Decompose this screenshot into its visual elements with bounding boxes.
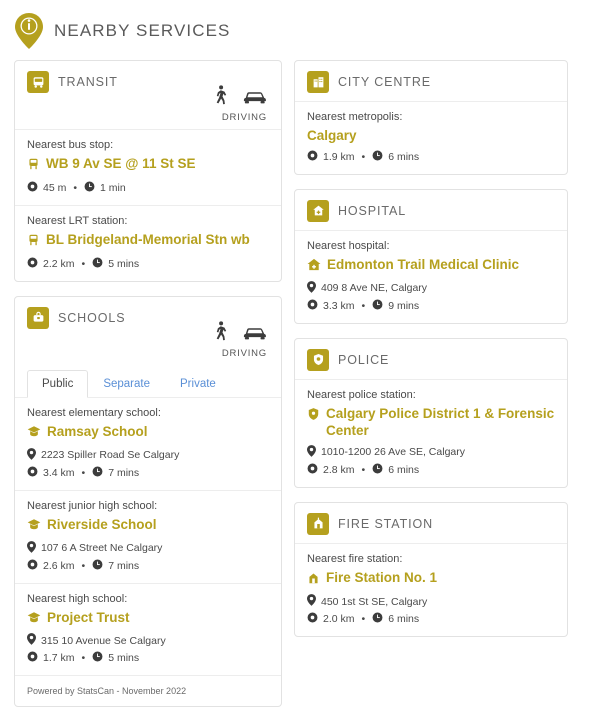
school-junior-address-row [27, 541, 269, 556]
hospital-name: Edmonton Trail Medical Clinic [327, 256, 520, 272]
school-junior-section [15, 490, 281, 583]
metric-separator: • [361, 613, 366, 626]
page-header [0, 0, 600, 60]
school-high-name-row[interactable] [27, 610, 269, 629]
tab-private[interactable]: Private [180, 377, 216, 390]
time-icon [92, 651, 103, 665]
graduation-cap-icon [27, 611, 41, 629]
graduation-cap-icon [27, 518, 41, 536]
transit-bus-section [15, 130, 281, 205]
transit-bus-label: Nearest bus stop: [27, 139, 114, 151]
location-marker-icon [27, 633, 36, 648]
hospital-card-title: HOSPITAL [338, 203, 407, 218]
police-metrics [307, 463, 555, 477]
schools-card-title: SCHOOLS [58, 310, 126, 325]
police-section [295, 380, 567, 487]
distance-icon [307, 299, 318, 313]
city-centre-section [295, 102, 567, 174]
walking-mode-icon[interactable] [212, 321, 229, 346]
metric-separator: • [81, 559, 86, 572]
hospital-metrics [307, 299, 555, 313]
time-icon [92, 559, 103, 573]
metric-separator: • [81, 466, 86, 479]
school-elementary-distance: 3.4 km [43, 466, 75, 479]
fire-station-name-row[interactable] [307, 570, 555, 590]
distance-icon [307, 612, 318, 626]
city-centre-label: Nearest metropolis: [307, 111, 403, 123]
distance-icon [27, 651, 38, 665]
city-centre-card [294, 60, 568, 175]
time-icon [92, 466, 103, 480]
police-name: Calgary Police District 1 & Forensic Center [326, 405, 555, 438]
schools-footer-note: Powered by StatsCan - November 2022 [15, 675, 281, 706]
time-icon [372, 463, 383, 477]
time-icon [372, 299, 383, 313]
school-high-label: Nearest high school: [27, 592, 128, 605]
hospital-label: Nearest hospital: [307, 239, 390, 252]
school-junior-time: 7 mins [108, 559, 140, 572]
school-high-metrics [27, 651, 269, 665]
hospital-distance: 3.3 km [323, 299, 355, 312]
school-elementary-address-row [27, 448, 269, 463]
distance-icon [307, 150, 318, 164]
distance-icon [27, 181, 38, 195]
transit-mode-row [15, 85, 281, 112]
metric-separator: • [361, 150, 366, 163]
hospital-building-icon [307, 258, 321, 276]
transit-bus-time: 1 min [100, 181, 126, 194]
time-icon [372, 612, 383, 626]
transit-lrt-label: Nearest LRT station: [27, 214, 128, 227]
hospital-card [294, 189, 568, 324]
school-high-address-row [27, 633, 269, 648]
city-centre-metrics [307, 150, 555, 164]
transit-bus-metrics [27, 181, 269, 195]
graduation-cap-icon [27, 425, 41, 443]
transit-lrt-distance: 2.2 km [43, 257, 75, 270]
school-elementary-time: 7 mins [108, 466, 140, 479]
police-card-title: POLICE [338, 352, 390, 367]
school-junior-label: Nearest junior high school: [27, 499, 158, 512]
fire-station-section [295, 544, 567, 637]
school-junior-name-row[interactable] [27, 517, 269, 536]
fire-station-address: 450 1st St SE, Calgary [321, 595, 428, 608]
metric-separator: • [81, 652, 86, 665]
hospital-name-row[interactable] [307, 257, 555, 276]
hospital-icon [307, 200, 329, 222]
fire-station-address-row [307, 594, 555, 609]
page-title: NEARBY SERVICES [54, 21, 231, 40]
time-icon [84, 181, 95, 195]
fire-station-name: Fire Station No. 1 [326, 569, 438, 585]
fire-station-card-title: FIRE STATION [338, 516, 434, 531]
location-marker-icon [27, 448, 36, 463]
right-column [294, 60, 568, 637]
time-icon [372, 150, 383, 164]
school-junior-name: Riverside School [47, 516, 157, 532]
tab-separate[interactable]: Separate [103, 377, 151, 390]
schools-mode-row [15, 321, 281, 348]
location-marker-icon [307, 281, 316, 296]
school-elementary-name: Ramsay School [47, 423, 148, 439]
hospital-section [295, 231, 567, 323]
transit-card-title: TRANSIT [58, 75, 118, 89]
metric-separator: • [73, 181, 78, 194]
metric-separator: • [81, 257, 86, 270]
driving-mode-icon[interactable] [243, 87, 267, 110]
hospital-time: 9 mins [388, 299, 420, 312]
transit-lrt-metrics [27, 257, 269, 271]
fire-station-card-header [295, 503, 567, 543]
school-elementary-section [15, 398, 281, 490]
school-high-name: Project Trust [47, 609, 130, 625]
schools-tabs [15, 365, 281, 398]
map-pin-info-icon [14, 12, 44, 50]
shield-badge-icon [307, 407, 320, 426]
distance-icon [27, 257, 38, 271]
fire-building-icon [307, 571, 320, 590]
police-time: 6 mins [388, 463, 420, 476]
transit-lrt-name: BL Bridgeland-Memorial Stn wb [46, 231, 250, 247]
distance-icon [27, 466, 38, 480]
school-high-time: 5 mins [108, 652, 140, 665]
transit-lrt-section [15, 205, 281, 281]
city-centre-name: Calgary [307, 128, 357, 143]
location-marker-icon [307, 445, 316, 460]
police-name-row[interactable] [307, 406, 555, 440]
driving-mode-icon[interactable] [243, 323, 267, 346]
bus-icon [27, 71, 49, 93]
police-shield-icon [307, 349, 329, 371]
train-icon [27, 233, 40, 252]
bus-stop-icon [27, 157, 40, 176]
city-centre-name-row[interactable] [307, 128, 555, 145]
police-address: 1010-1200 26 Ave SE, Calgary [321, 446, 465, 458]
city-building-icon [307, 71, 329, 93]
school-elementary-address: 2223 Spiller Road Se Calgary [41, 449, 180, 462]
city-centre-card-header [295, 61, 567, 101]
school-junior-metrics [27, 559, 269, 573]
columns-wrapper [0, 60, 600, 707]
police-distance: 2.8 km [323, 463, 355, 476]
transit-bus-name-row[interactable] [27, 156, 269, 176]
location-marker-icon [27, 541, 36, 556]
school-bag-icon [27, 307, 49, 329]
school-junior-address: 107 6 A Street Ne Calgary [41, 542, 163, 554]
time-icon [92, 257, 103, 271]
police-label: Nearest police station: [307, 388, 416, 401]
transit-lrt-time: 5 mins [108, 257, 140, 270]
school-high-address: 315 10 Avenue Se Calgary [41, 634, 166, 647]
fire-station-label: Nearest fire station: [307, 552, 403, 565]
fire-station-icon [307, 513, 329, 535]
walking-mode-icon[interactable] [212, 85, 229, 110]
transit-bus-name: WB 9 Av SE @ 11 St SE [46, 156, 196, 171]
distance-icon [27, 559, 38, 573]
fire-station-metrics [307, 612, 555, 626]
hospital-address: 409 8 Ave NE, Calgary [321, 282, 428, 295]
police-address-row [307, 445, 555, 460]
school-junior-distance: 2.6 km [43, 559, 75, 572]
transit-card [14, 60, 282, 282]
transit-mode-label: DRIVING [221, 112, 267, 123]
city-centre-time: 6 mins [388, 150, 420, 163]
schools-card [14, 296, 282, 708]
transit-lrt-name-row[interactable] [27, 232, 269, 252]
city-centre-distance: 1.9 km [323, 150, 355, 163]
school-elementary-metrics [27, 466, 269, 480]
city-centre-card-title: CITY CENTRE [338, 75, 432, 89]
tab-public[interactable]: Public [27, 370, 88, 398]
fire-station-time: 6 mins [388, 613, 420, 626]
left-column [14, 60, 282, 707]
distance-icon [307, 463, 318, 477]
metric-separator: • [361, 463, 366, 476]
school-high-section [15, 583, 281, 676]
hospital-address-row [307, 281, 555, 296]
transit-bus-distance: 45 m [43, 181, 67, 194]
fire-station-card [294, 502, 568, 638]
schools-mode-label: DRIVING [221, 347, 267, 359]
school-high-distance: 1.7 km [43, 652, 75, 665]
police-card [294, 338, 568, 488]
fire-station-distance: 2.0 km [323, 613, 355, 626]
location-marker-icon [307, 594, 316, 609]
school-elementary-name-row[interactable] [27, 424, 269, 443]
police-card-header [295, 339, 567, 379]
metric-separator: • [361, 299, 366, 312]
school-elementary-label: Nearest elementary school: [27, 406, 161, 419]
hospital-card-header [295, 190, 567, 230]
